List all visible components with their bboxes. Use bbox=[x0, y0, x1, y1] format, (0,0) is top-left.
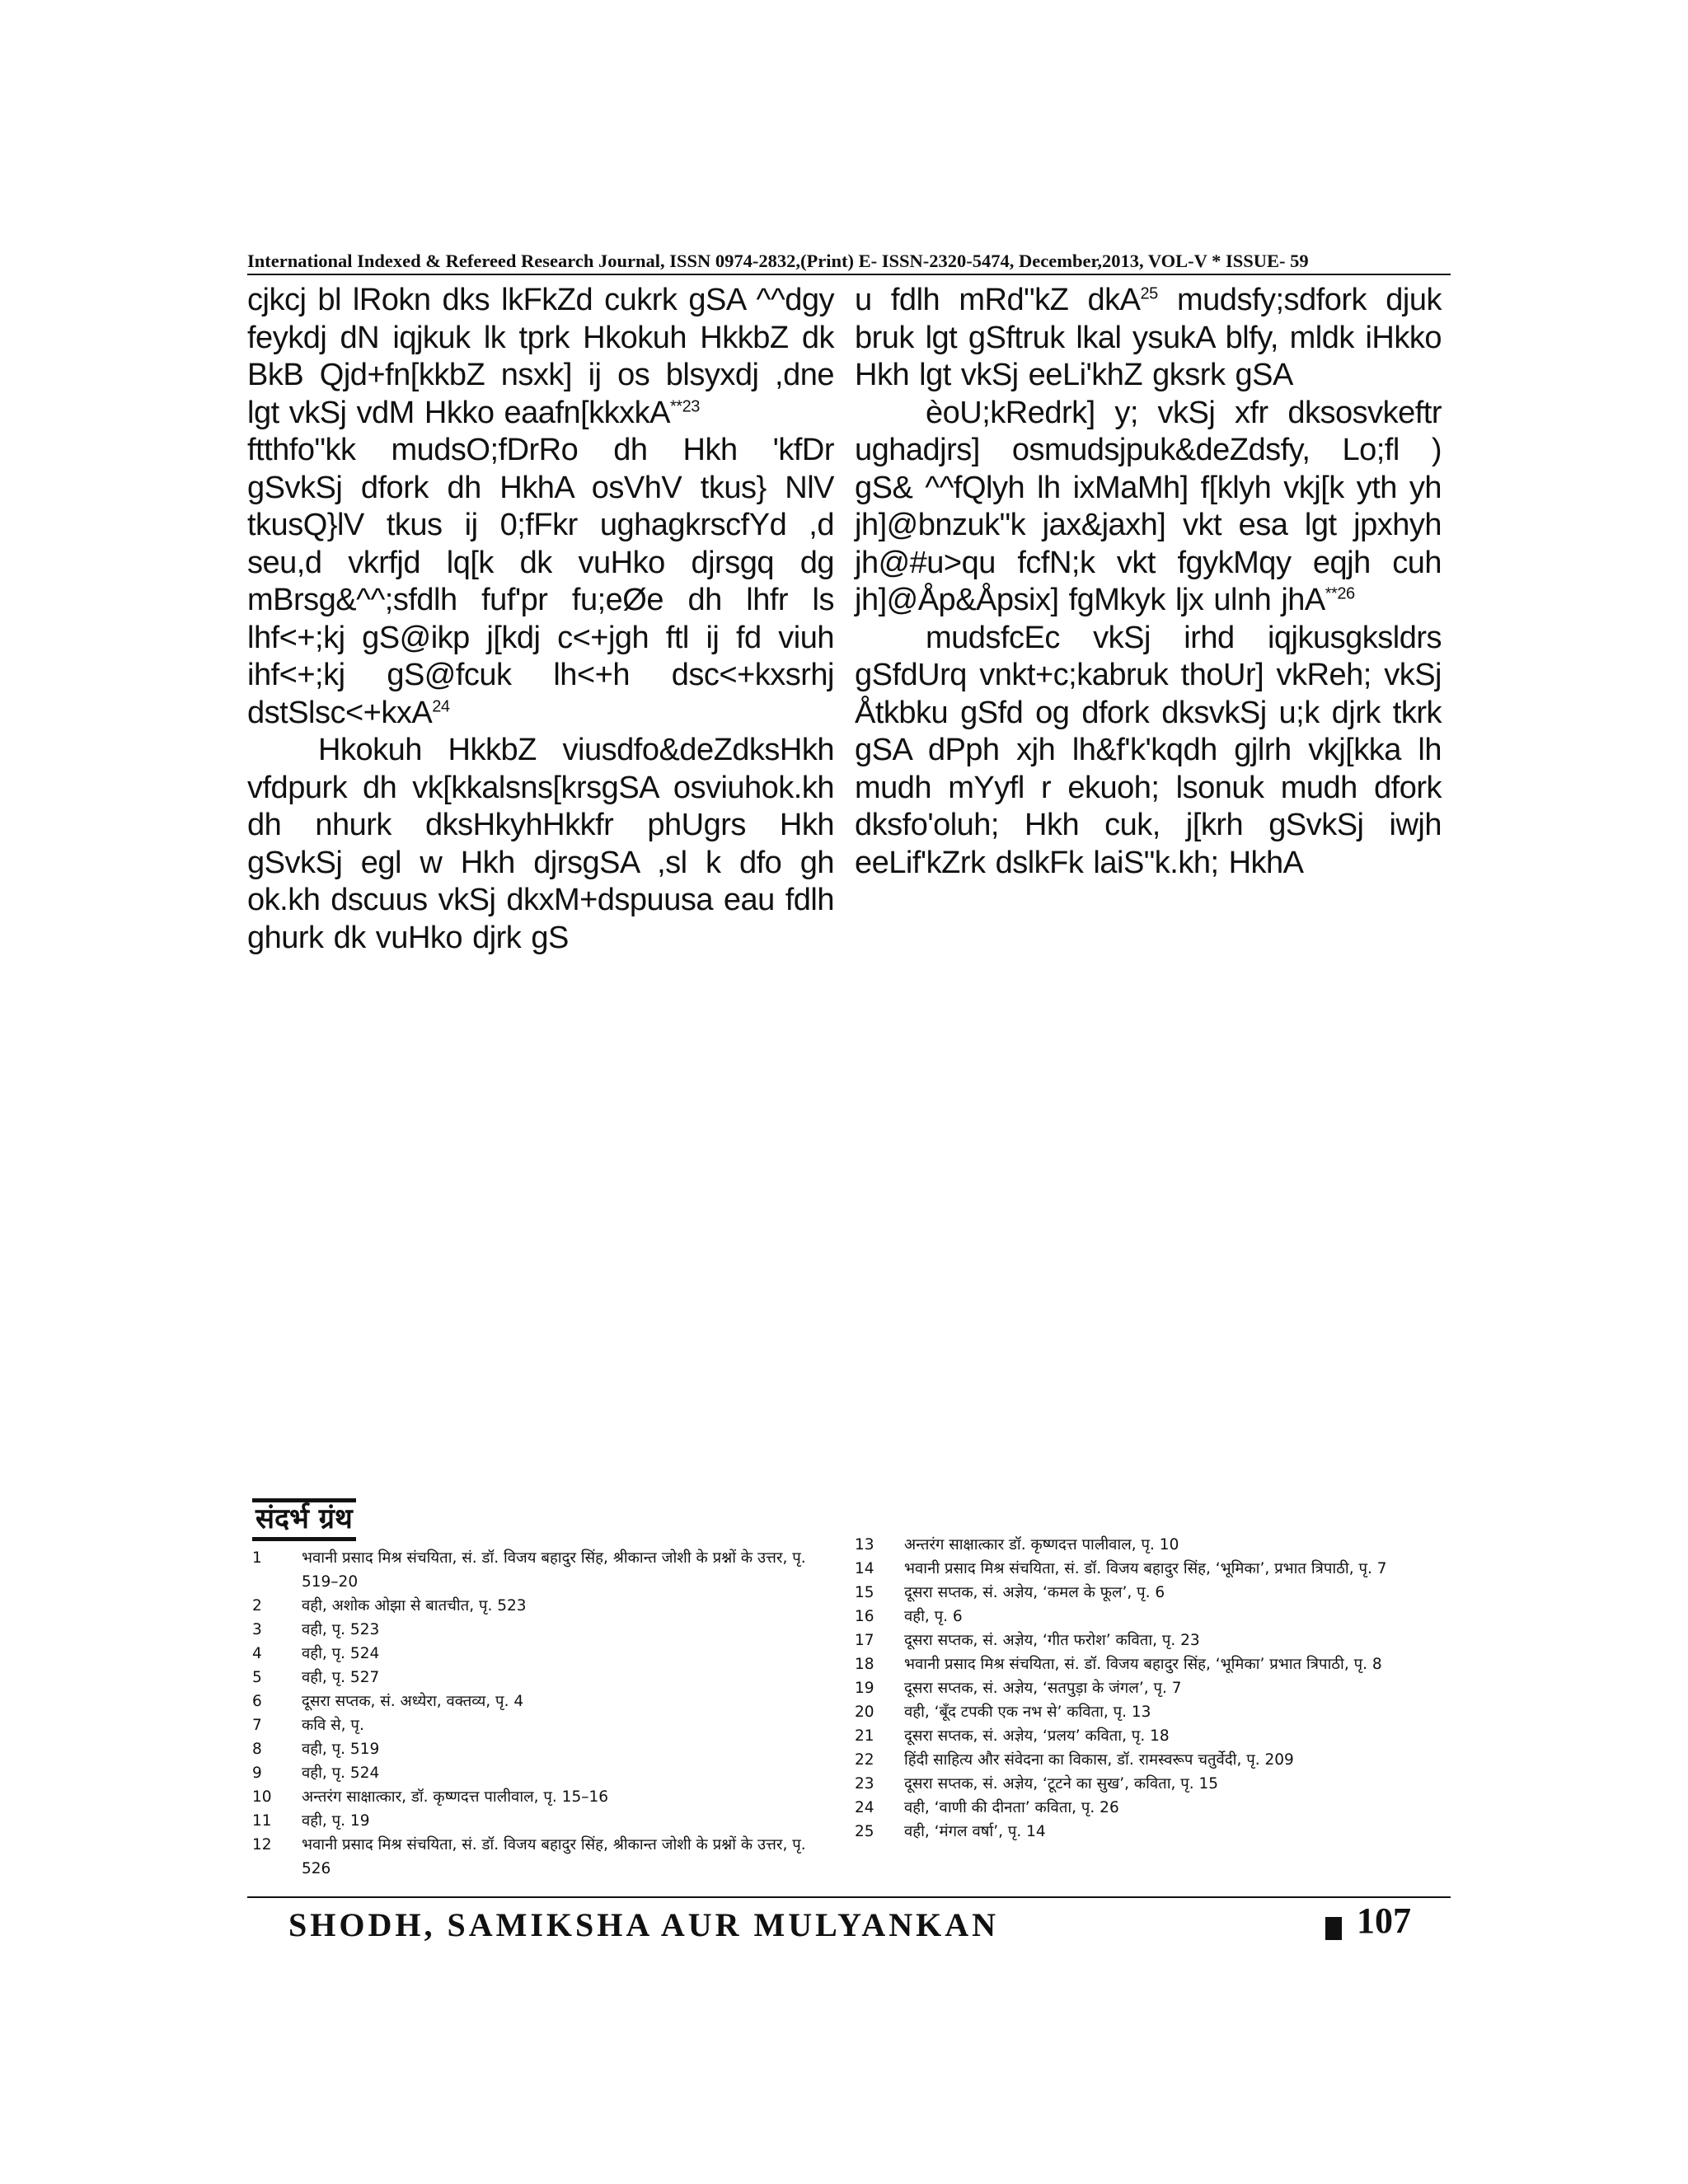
reference-number: 11 bbox=[252, 1812, 272, 1830]
reference-text: भवानी प्रसाद मिश्र संचयिता, सं. डॉ. विजय बहादुर सिंह, श्रीकान्त जोशी के प्रश्नों के उत्तर, पृ. 526 bbox=[302, 1836, 806, 1877]
paragraph-text: u fdlh mRd"kZ dkA bbox=[855, 283, 1141, 317]
reference-number: 21 bbox=[855, 1727, 874, 1745]
reference-item bbox=[252, 1618, 839, 1642]
reference-text: वही, ‘मंगल वर्षा’, पृ. 14 bbox=[904, 1823, 1046, 1840]
reference-item bbox=[252, 1737, 839, 1761]
reference-number: 10 bbox=[252, 1788, 272, 1806]
reference-text: वही, पृ. 524 bbox=[302, 1645, 380, 1662]
reference-item bbox=[252, 1785, 839, 1809]
reference-number: 1 bbox=[252, 1549, 262, 1567]
reference-number: 24 bbox=[855, 1799, 874, 1816]
paragraph-text: ftthfo"kk mudsO;fDrRo dh Hkh 'kfDr gSvkSj dfork dh HkhA osVhV tkus} NlV tkusQ}lV tkus ij 0;fFkr ughagkrscfYd ,d seu,d vkrfjd lq[k dk vuHko djrsgq dg mBrsg&^^;sfdlh fuf'pr fu;eØe dh lhfr ls lhf<+;kj gS@ikp j[kdj c<+jgh ftl ij fd viuh ihf<+;kj gS@fcuk lh<+h dsc<+kxsrhj dstSlsc<+kxA bbox=[247, 433, 834, 730]
reference-item bbox=[855, 1676, 1448, 1700]
reference-item bbox=[855, 1652, 1448, 1676]
reference-number: 12 bbox=[252, 1836, 272, 1854]
reference-number: 13 bbox=[855, 1536, 874, 1554]
reference-number: 15 bbox=[855, 1584, 874, 1601]
citation-marker: **26 bbox=[1325, 584, 1355, 603]
paragraph-text: èoU;kRedrk] y; vkSj xfr dksosvkeftr ughadjrs] osmudsjpuk&deZdsfy, Lo;fl ) gS& ^^fQlyh lh ixMaMh] f[klyh vkj[k yth yh jh]@bnzuk"k jax&jaxh] vkt esa lgt jpxhyh jh@#u>qu fcfN;k vkt fgykMqy eqjh cuh jh]@Åp&Åpsix] fgMkyk ljx ulnh jhA bbox=[855, 395, 1442, 617]
reference-text: हिंदी साहित्य और संवेदना का विकास, डॉ. रामस्वरूप चतुर्वेदी, पृ. 209 bbox=[904, 1751, 1294, 1769]
reference-number: 19 bbox=[855, 1680, 874, 1697]
reference-item bbox=[252, 1666, 839, 1690]
reference-number: 22 bbox=[855, 1751, 874, 1769]
reference-number: 25 bbox=[855, 1823, 874, 1840]
reference-item bbox=[252, 1546, 839, 1594]
body-paragraph bbox=[247, 432, 834, 732]
reference-number: 18 bbox=[855, 1656, 874, 1673]
body-column-left bbox=[247, 282, 834, 957]
reference-text: कवि से, पृ. bbox=[302, 1717, 364, 1734]
reference-number: 20 bbox=[855, 1704, 874, 1721]
reference-text: वही, ‘बूँद टपकी एक नभ से’ कविता, पृ. 13 bbox=[904, 1704, 1151, 1721]
reference-item bbox=[855, 1557, 1448, 1581]
reference-item bbox=[252, 1594, 839, 1618]
page-number: 107 bbox=[1357, 1900, 1411, 1941]
reference-text: अन्तरंग साक्षात्कार डॉ. कृष्णदत्त पालीवाल, पृ. 10 bbox=[904, 1536, 1179, 1554]
paragraph-text: cjkcj bl lRokn dks lkFkZd cukrk gSA ^^dgy feykdj dN iqjkuk lk tprk Hkokuh HkkbZ dk BkB Qjd+fn[kkbZ nsxk] ij os blsyxdj ,dne lgt vkSj vdM Hkko eaafn[kkxkA bbox=[247, 283, 834, 430]
reference-number: 9 bbox=[252, 1765, 262, 1782]
reference-text: अन्तरंग साक्षात्कार, डॉ. कृष्णदत्त पालीवाल, पृ. 15–16 bbox=[302, 1788, 609, 1806]
references-list-left bbox=[252, 1546, 839, 1881]
paragraph-text: Hkokuh HkkbZ viusdfo&deZdksHkh vfdpurk dh vk[kkalsns[krsgSA osviuhok.kh dh nhurk dksHkyhHkkfr phUgrs Hkh gSvkSj egl w Hkh djrsgSA ,sl k dfo gh ok.kh dscuus vkSj dkxM+dspuusa eau fdlh ghurk dk vuHko djrk gS bbox=[247, 733, 834, 955]
reference-item bbox=[252, 1833, 839, 1881]
citation-marker: 24 bbox=[432, 696, 450, 715]
reference-item bbox=[855, 1820, 1448, 1844]
reference-item bbox=[855, 1581, 1448, 1605]
reference-item bbox=[855, 1724, 1448, 1748]
body-paragraph bbox=[247, 732, 834, 957]
reference-item bbox=[855, 1748, 1448, 1772]
footer-square-mark bbox=[1325, 1917, 1342, 1940]
reference-text: दूसरा सप्तक, सं. अज्ञेय, ‘कमल के फूल’, पृ. 6 bbox=[904, 1584, 1165, 1601]
reference-text: दूसरा सप्तक, सं. अज्ञेय, ‘सतपुड़ा के जंगल’, पृ. 7 bbox=[904, 1680, 1182, 1697]
reference-item bbox=[252, 1761, 839, 1785]
reference-text: वही, पृ. 523 bbox=[302, 1621, 380, 1638]
reference-number: 6 bbox=[252, 1693, 262, 1710]
reference-text: दूसरा सप्तक, सं. अज्ञेय, ‘गीत फरोश’ कविता, पृ. 23 bbox=[904, 1632, 1200, 1649]
reference-item bbox=[855, 1796, 1448, 1820]
reference-number: 14 bbox=[855, 1560, 874, 1577]
reference-text: दूसरा सप्तक, सं. अज्ञेय, ‘प्रलय’ कविता, पृ. 18 bbox=[904, 1727, 1170, 1745]
footer-journal-name: SHODH, SAMIKSHA AUR MULYANKAN bbox=[288, 1906, 1000, 1943]
reference-item bbox=[855, 1629, 1448, 1652]
reference-text: भवानी प्रसाद मिश्र संचयिता, सं. डॉ. विजय बहादुर सिंह, श्रीकान्त जोशी के प्रश्नों के उत्तर, पृ. 519–20 bbox=[302, 1549, 806, 1591]
reference-number: 2 bbox=[252, 1597, 262, 1615]
reference-number: 23 bbox=[855, 1775, 874, 1793]
reference-number: 5 bbox=[252, 1669, 262, 1686]
reference-text: वही, पृ. 6 bbox=[904, 1608, 963, 1625]
citation-marker: 25 bbox=[1140, 284, 1158, 303]
journal-header: International Indexed & Refereed Research Journal, ISSN 0974-2832,(Print) E- ISSN-2320-5474, December,2013, VOL-V * ISSUE- 59 bbox=[247, 251, 1451, 275]
reference-item bbox=[855, 1605, 1448, 1629]
reference-text: वही, पृ. 524 bbox=[302, 1765, 380, 1782]
reference-item bbox=[252, 1809, 839, 1833]
reference-text: भवानी प्रसाद मिश्र संचयिता, सं. डॉ. विजय बहादुर सिंह, ‘भूमिका’, प्रभात त्रिपाठी, पृ. 7 bbox=[904, 1560, 1387, 1577]
reference-item bbox=[855, 1700, 1448, 1724]
body-paragraph bbox=[855, 395, 1442, 620]
references-heading: संदर्भ ग्रंथ bbox=[252, 1498, 356, 1541]
body-paragraph bbox=[855, 282, 1442, 395]
reference-number: 17 bbox=[855, 1632, 874, 1649]
paragraph-text-continued: mudsfy;sdfork djuk bruk lgt gSftruk lkal ysukA blfy, mldk iHkko Hkh lgt vkSj eeLi'khZ gksrk gSA bbox=[855, 283, 1442, 392]
reference-text: वही, पृ. 527 bbox=[302, 1669, 380, 1686]
paragraph-text: mudsfcEc vkSj irhd iqjkusgksldrs gSfdUrq vnkt+c;kabruk thoUr] vkReh; vkSj Åtkbku gSfd og dfork dksvkSj u;k djrk tkrk gSA dPph xjh lh&f'k'kqdh gjlrh vkj[kka lh mudh mYyfl r ekuoh; lsonuk mudh dfork dksfo'oluh; Hkh cuk, j[krh gSvkSj iwjh eeLif'kZrk dslkFk laiS"k.kh; HkhA bbox=[855, 620, 1442, 880]
reference-number: 7 bbox=[252, 1717, 262, 1734]
footer-divider bbox=[247, 1896, 1451, 1898]
reference-item bbox=[252, 1690, 839, 1713]
reference-text: भवानी प्रसाद मिश्र संचयिता, सं. डॉ. विजय बहादुर सिंह, ‘भूमिका’ प्रभात त्रिपाठी, पृ. 8 bbox=[904, 1656, 1382, 1673]
reference-item bbox=[252, 1642, 839, 1666]
reference-number: 4 bbox=[252, 1645, 262, 1662]
body-paragraph bbox=[247, 282, 834, 432]
body-column-right bbox=[855, 282, 1442, 882]
reference-text: दूसरा सप्तक, सं. अज्ञेय, ‘टूटने का सुख’, कविता, पृ. 15 bbox=[904, 1775, 1219, 1793]
reference-text: दूसरा सप्तक, सं. अध्येरा, वक्तव्य, पृ. 4 bbox=[302, 1693, 524, 1710]
reference-text: वही, ‘वाणी की दीनता’ कविता, पृ. 26 bbox=[904, 1799, 1119, 1816]
reference-text: वही, पृ. 519 bbox=[302, 1741, 380, 1758]
reference-text: वही, अशोक ओझा से बातचीत, पृ. 523 bbox=[302, 1597, 527, 1615]
reference-item bbox=[252, 1713, 839, 1737]
body-paragraph bbox=[855, 620, 1442, 883]
references-list-right bbox=[855, 1533, 1448, 1844]
reference-text: वही, पृ. 19 bbox=[302, 1812, 370, 1830]
reference-number: 16 bbox=[855, 1608, 874, 1625]
reference-item bbox=[855, 1533, 1448, 1557]
citation-marker: **23 bbox=[670, 396, 700, 415]
reference-item bbox=[855, 1772, 1448, 1796]
reference-number: 8 bbox=[252, 1741, 262, 1758]
reference-number: 3 bbox=[252, 1621, 262, 1638]
